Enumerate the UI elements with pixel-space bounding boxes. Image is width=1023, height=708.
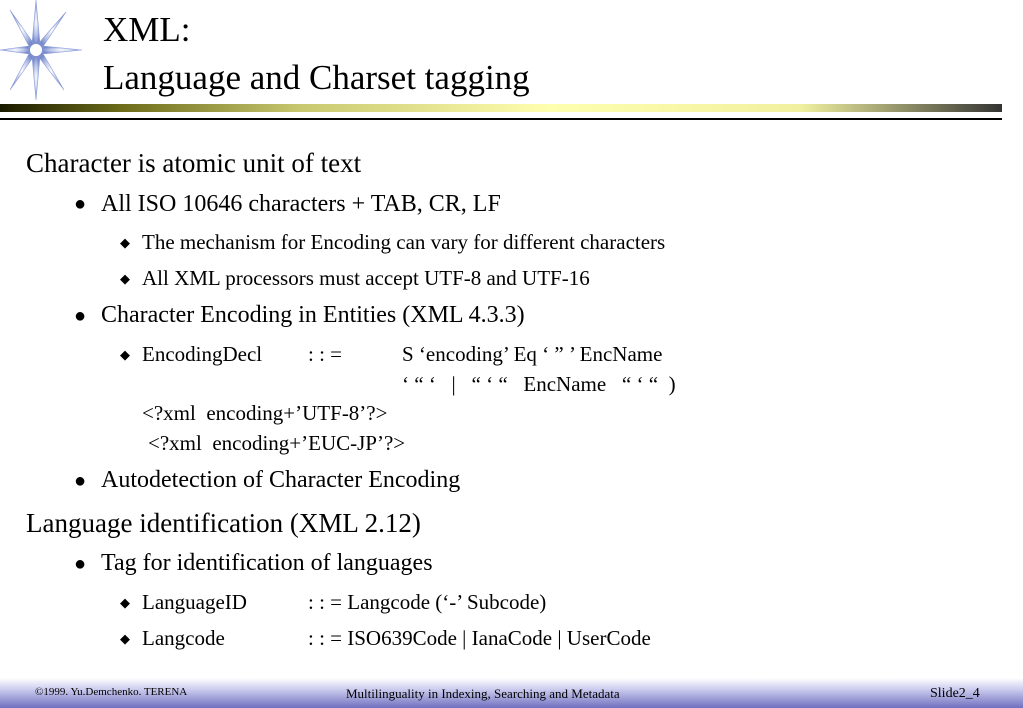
langcode-def: : : = ISO639Code | IanaCode | UserCode [308,626,651,650]
bullet-dot-icon: ● [74,193,87,215]
title-rule-thin [0,118,1002,120]
diamond-bullet-icon: ◆ [120,271,130,286]
heading-language-id: Language identification (XML 2.12) [26,508,421,538]
diamond-bullet-icon: ◆ [120,347,130,362]
diamond-bullet-icon: ◆ [120,235,130,250]
encodingdecl-def: S ‘encoding’ Eq ‘ ” ’ EncName [402,342,663,366]
languageid-def: : : = Langcode (‘-’ Subcode) [308,590,547,614]
bullet-dot-icon: ● [74,305,87,327]
title-rule [0,104,1002,112]
slide-footer [0,678,1023,708]
list-item-iso: All ISO 10646 characters + TAB, CR, LF [101,191,501,217]
langcode-name: Langcode [142,626,225,650]
diamond-bullet-icon: ◆ [120,631,130,646]
list-item-autodetect: Autodetection of Character Encoding [101,467,461,493]
title-line-1: XML: [103,10,191,49]
footer-presentation-title: Multilinguality in Indexing, Searching and Metadata [346,686,620,701]
bullet-dot-icon: ● [74,470,87,492]
list-item-processors: All XML processors must accept UTF-8 and UTF-16 [142,266,590,290]
list-item-mechanism: The mechanism for Encoding can vary for different characters [142,230,666,254]
bullet-dot-icon: ● [74,553,87,575]
footer-copyright: ©1999. Yu.Demchenko. TERENA [35,686,188,698]
languageid-name: LanguageID [142,590,247,614]
encodingdecl-def-cont: ‘ “ ‘ | “ ‘ “ EncName “ ‘ “ ) [402,372,676,396]
xml-example-utf8: <?xml encoding+’UTF-8’?> [142,401,388,425]
footer-slide-number: Slide2_4 [930,686,980,701]
list-item-tag: Tag for identification of languages [101,550,433,576]
diamond-bullet-icon: ◆ [120,595,130,610]
heading-character-atomic: Character is atomic unit of text [26,148,362,178]
title-line-2: Language and Charset tagging [103,58,530,97]
starburst-icon [0,0,84,100]
list-item-char-encoding: Character Encoding in Entities (XML 4.3.3) [101,302,525,328]
slide-title [103,6,530,102]
encodingdecl-name: EncodingDecl [142,342,263,366]
xml-example-eucjp: <?xml encoding+’EUC-JP’?> [148,431,406,455]
encodingdecl-op: : : = [308,342,343,366]
